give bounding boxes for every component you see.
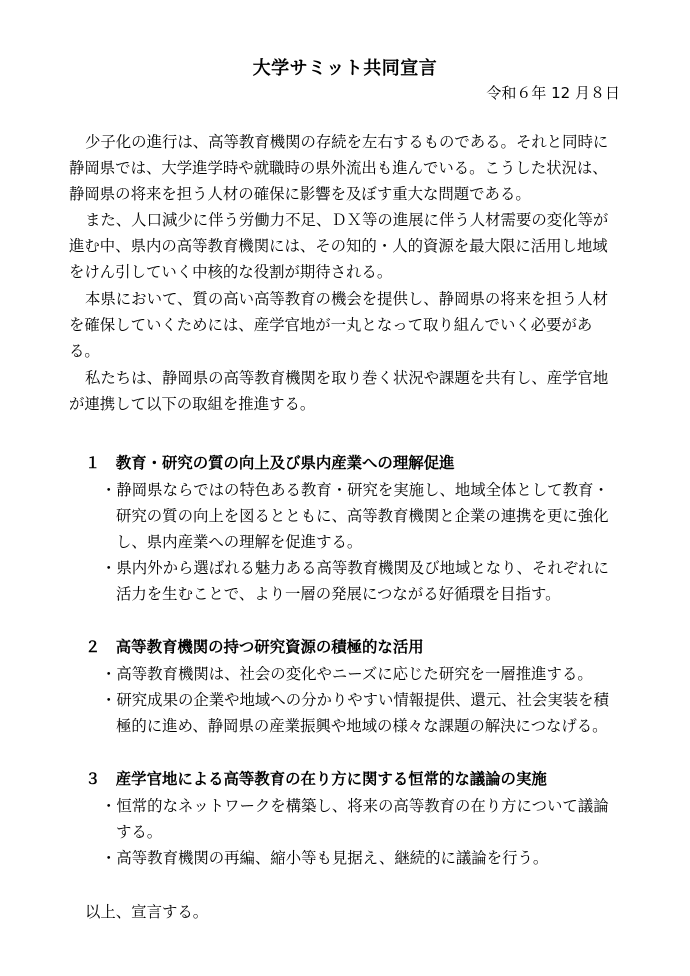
section-line: ・高等教育機関の再編、縮小等も見据え、継続的に議論を行う。 [101, 849, 549, 867]
section-line: ・恒常的なネットワークを構築し、将来の高等教育の在り方について議論 [101, 797, 609, 815]
document-title: 大学サミット共同宣言 [252, 58, 438, 79]
section-line: 活力を生むことで、より一層の発展につながる好循環を目指す。 [116, 585, 561, 603]
section-line: 極的に進め、静岡県の産業振興や地域の様々な課題の解決につなげる。 [116, 717, 608, 735]
intro-line: る。 [69, 342, 100, 360]
section-line: ・県内外から選ばれる魅力ある高等教育機関及び地域となり、それぞれに [101, 559, 609, 577]
intro-line: を確保していくためには、産学官地が一丸となって取り組んでいく必要があ [69, 316, 593, 334]
intro-line: 私たちは、静岡県の高等教育機関を取り巻く状況や課題を共有し、産学官地 [85, 369, 609, 387]
intro-line: 進む中、県内の高等教育機関には、その知的・人的資源を最大限に活用し地域 [69, 237, 608, 255]
section-heading: ３ 産学官地による高等教育の在り方に関する恒常的な議論の実施 [85, 770, 547, 788]
section-heading: １ 教育・研究の質の向上及び県内産業への理解促進 [85, 454, 455, 472]
intro-line: また、人口減少に伴う労働力不足、ＤＸ等の進展に伴う人材需要の変化等が [85, 211, 609, 229]
section-line: し、県内産業への理解を促進する。 [116, 533, 363, 551]
intro-line: 静岡県では、大学進学時や就職時の県外流出も進んでいる。こうした状況は、 [69, 159, 608, 177]
intro-line: 本県において、質の高い高等教育の機会を提供し、静岡県の将来を担う人材 [85, 290, 608, 308]
section-line: ・静岡県ならではの特色ある教育・研究を実施し、地域全体として教育・ [101, 481, 609, 499]
document-date: 令和６年 12 月８日 [486, 84, 620, 102]
intro-line: 静岡県の将来を担う人材の確保に影響を及ぼす重大な問題である。 [69, 185, 531, 203]
section-line: ・高等教育機関は、社会の変化やニーズに応じた研究を一層推進する。 [101, 665, 593, 683]
intro-line: が連携して以下の取組を推進する。 [69, 395, 316, 413]
section-line: ・研究成果の企業や地域への分かりやすい情報提供、還元、社会実装を積 [101, 691, 609, 709]
section-line: する。 [116, 823, 163, 841]
closing-text: 以上、宣言する。 [85, 903, 209, 921]
section-heading: ２ 高等教育機関の持つ研究資源の積極的な活用 [85, 638, 424, 656]
section-line: 研究の質の向上を図るとともに、高等教育機関と企業の連携を更に強化 [116, 507, 609, 525]
intro-line: 少子化の進行は、高等教育機関の存続を左右するものである。それと同時に [85, 133, 609, 151]
intro-line: をけん引していく中核的な役割が期待される。 [69, 263, 393, 281]
